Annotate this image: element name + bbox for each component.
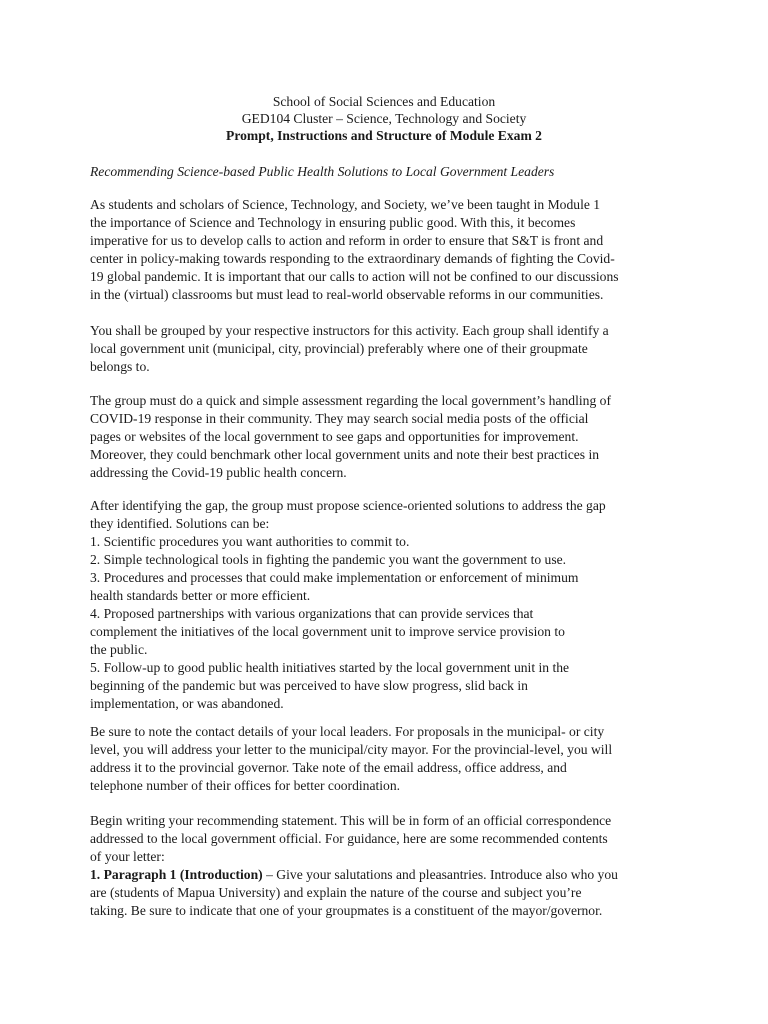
paragraph-line: As students and scholars of Science, Technology, and Society, we’ve been taught in Module 1 bbox=[90, 197, 601, 212]
paragraph-line: level, you will address your letter to the municipal/city mayor. For the provincial-level, you will bbox=[90, 742, 613, 757]
list-item: 3. Procedures and processes that could make implementation or enforcement of minimum bbox=[90, 570, 579, 585]
paragraph-1-text: – Give your salutations and pleasantries. Introduce also who you bbox=[262, 867, 618, 882]
paragraph-line: the importance of Science and Technology in ensuring public good. With this, it becomes bbox=[90, 215, 576, 230]
paragraph-line: Be sure to note the contact details of your local leaders. For proposals in the municipal- or city bbox=[90, 724, 605, 739]
paragraph-line: taking. Be sure to indicate that one of your groupmates is a constituent of the mayor/governor. bbox=[90, 903, 603, 918]
paragraph-1-heading-line bbox=[90, 866, 690, 884]
document-subtitle: Recommending Science-based Public Health Solutions to Local Government Leaders bbox=[90, 164, 555, 179]
paragraph-line: belongs to. bbox=[90, 359, 150, 374]
paragraph-line: local government unit (municipal, city, provincial) preferably where one of their groupmate bbox=[90, 341, 588, 356]
list-item: the public. bbox=[90, 642, 148, 657]
list-item: beginning of the pandemic but was perceived to have slow progress, slid back in bbox=[90, 678, 528, 693]
paragraph-1-heading: 1. Paragraph 1 (Introduction) bbox=[90, 867, 263, 882]
course-name: GED104 Cluster – Science, Technology and Society bbox=[241, 111, 527, 126]
paragraph-line: You shall be grouped by your respective instructors for this activity. Each group shall identify a bbox=[90, 323, 609, 338]
paragraph-line: The group must do a quick and simple assessment regarding the local government’s handling of bbox=[90, 393, 611, 408]
paragraph-line: COVID-19 response in their community. They may search social media posts of the official bbox=[90, 411, 589, 426]
paragraph-line: addressed to the local government official. For guidance, here are some recommended contents bbox=[90, 831, 608, 846]
paragraph-intro bbox=[90, 196, 690, 304]
paragraph-line: of your letter: bbox=[90, 849, 165, 864]
paragraph-line: imperative for us to develop calls to action and reform in order to ensure that S&T is front and bbox=[90, 233, 604, 248]
paragraph-line: Moreover, they could benchmark other local government units and note their best practices in bbox=[90, 447, 600, 462]
paragraph-line: are (students of Mapua University) and explain the nature of the course and subject you’re bbox=[90, 885, 582, 900]
paragraph-assessment bbox=[90, 392, 690, 482]
paragraph-line: Begin writing your recommending statement. This will be in form of an official correspondence bbox=[90, 813, 612, 828]
document-header bbox=[0, 93, 768, 144]
list-item: 2. Simple technological tools in fighting the pandemic you want the government to use. bbox=[90, 552, 567, 567]
paragraph-line: in the (virtual) classrooms but must lead to real-world observable reforms in our communities. bbox=[90, 287, 604, 302]
list-item: implementation, or was abandoned. bbox=[90, 696, 284, 711]
paragraph-line: After identifying the gap, the group must propose science-oriented solutions to address the gap bbox=[90, 498, 606, 513]
paragraph-line: telephone number of their offices for better coordination. bbox=[90, 778, 401, 793]
paragraph-solutions bbox=[90, 497, 690, 713]
paragraph-contacts bbox=[90, 723, 690, 795]
list-item: 5. Follow-up to good public health initiatives started by the local government unit in the bbox=[90, 660, 570, 675]
list-item: health standards better or more efficient. bbox=[90, 588, 311, 603]
paragraph-line: 19 global pandemic. It is important that our calls to action will not be confined to our discussions bbox=[90, 269, 619, 284]
list-item: 4. Proposed partnerships with various organizations that can provide services that bbox=[90, 606, 534, 621]
paragraph-line: pages or websites of the local government to see gaps and opportunities for improvement. bbox=[90, 429, 579, 444]
paragraph-line: addressing the Covid-19 public health concern. bbox=[90, 465, 347, 480]
paragraph-grouping bbox=[90, 322, 690, 376]
paragraph-line: address it to the provincial governor. Take note of the email address, office address, and bbox=[90, 760, 567, 775]
document-title: Prompt, Instructions and Structure of Module Exam 2 bbox=[226, 128, 542, 143]
school-name: School of Social Sciences and Education bbox=[272, 94, 496, 109]
paragraph-line: they identified. Solutions can be: bbox=[90, 516, 270, 531]
paragraph-letter-guidance bbox=[90, 812, 690, 920]
list-item: 1. Scientific procedures you want authorities to commit to. bbox=[90, 534, 410, 549]
paragraph-line: center in policy-making towards responding to the extraordinary demands of fighting the Covid- bbox=[90, 251, 615, 266]
list-item: complement the initiatives of the local government unit to improve service provision to bbox=[90, 624, 565, 639]
